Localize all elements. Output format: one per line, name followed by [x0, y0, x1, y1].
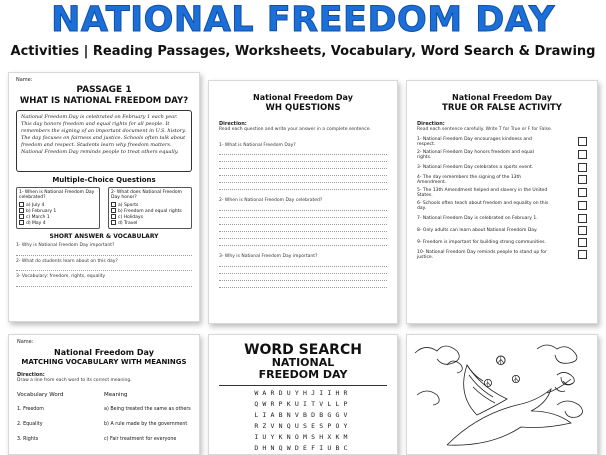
word-search-subheading: NATIONAL: [271, 356, 335, 369]
tf-item-text: 9- Freedom is important for building strong communities.: [417, 239, 546, 245]
answer-line[interactable]: [219, 169, 387, 176]
tf-item-text: 5- The 13th Amendment helped end slavery in the United States.: [417, 187, 548, 198]
tf-item-text: 6- Schools often teach about freedom and equality on this day.: [417, 200, 549, 211]
answer-line[interactable]: [219, 239, 387, 246]
tf-item: [417, 137, 587, 147]
tf-item-text: 7- National Freedom Day is celebrated on February 1.: [417, 215, 538, 221]
vocab-row[interactable]: [17, 407, 191, 412]
vocab-word: 3. Rights: [17, 436, 39, 442]
tf-item: [417, 163, 587, 172]
tf-item: [417, 201, 587, 211]
sa-question: 2- What do students learn about on this day?: [16, 258, 118, 264]
mc-option[interactable]: [19, 220, 97, 226]
tf-item: [417, 175, 587, 185]
answer-line[interactable]: [219, 281, 387, 288]
peace-symbol-icon: ☮: [511, 373, 521, 386]
mc-option-label: c) Holidays: [118, 215, 143, 220]
checkbox[interactable]: [111, 208, 116, 213]
tf-item: [417, 238, 587, 247]
tf-item: [417, 250, 587, 260]
tf-item-text: 2- National Freedom Day honors freedom and equal rights.: [417, 149, 534, 160]
letter-grid[interactable]: [219, 385, 387, 454]
wh-questions-card[interactable]: [208, 80, 398, 324]
answer-box[interactable]: [578, 214, 587, 223]
answer-box[interactable]: [578, 188, 587, 197]
tf-item: [417, 188, 587, 198]
grid-row: WARDUYHJIIHR: [254, 389, 352, 397]
checkbox[interactable]: [111, 220, 116, 225]
vocab-word: 2. Equality: [17, 421, 43, 427]
cloud-swirl: [557, 401, 583, 417]
checkbox[interactable]: [19, 202, 24, 207]
answer-line[interactable]: [16, 264, 192, 271]
answer-line[interactable]: [219, 162, 387, 169]
mc-option-label: d) Travel: [118, 221, 138, 226]
mc-option-label: a) July 4: [26, 203, 45, 208]
sa-question: 3- Vocabulary: freedom, rights, equality: [16, 274, 106, 280]
answer-box[interactable]: [578, 201, 587, 210]
answer-line[interactable]: [219, 211, 387, 218]
vocab-word: 1. Freedom: [17, 406, 44, 412]
passage-heading: PASSAGE 1: [76, 85, 132, 95]
wh-heading: National Freedom Day: [253, 93, 353, 102]
answer-line[interactable]: [219, 274, 387, 281]
answer-line[interactable]: [219, 204, 387, 211]
grid-row: DHNQWDEFIUBC: [254, 444, 352, 452]
tf-item: [417, 226, 587, 235]
passage-worksheet-card[interactable]: [8, 72, 200, 322]
checkbox[interactable]: [19, 220, 24, 225]
answer-line[interactable]: [219, 148, 387, 155]
word-search-heading: WORD SEARCH: [244, 342, 362, 358]
cloud-swirl: [415, 346, 459, 364]
wh-question: 1- What is National Freedom Day?: [219, 142, 296, 148]
passage-title: WHAT IS NATIONAL FREEDOM DAY?: [19, 96, 189, 106]
meaning-col-header: Meaning: [104, 391, 128, 398]
mc-question-1: [16, 187, 100, 229]
answer-box[interactable]: [578, 238, 587, 247]
vocabulary-card[interactable]: [8, 334, 200, 455]
mc-option-label: b) Freedom and equal rights: [118, 209, 182, 214]
olive-branch: [547, 379, 573, 393]
mc-question-2-text: 2- What does National Freedom Day honor?: [111, 190, 183, 200]
vocab-columns: [17, 392, 191, 398]
tf-item-text: 1- National Freedom Day encourages kindness and respect.: [417, 136, 532, 147]
answer-line[interactable]: [219, 183, 387, 190]
answer-line[interactable]: [16, 280, 192, 287]
direction-text: Read each question and write your answer in a complete sentence.: [219, 127, 371, 132]
vocab-row[interactable]: [17, 437, 191, 442]
dove-wing: [464, 365, 507, 415]
tf-item: [417, 214, 587, 223]
answer-line[interactable]: [219, 260, 387, 267]
cloud-swirl: [537, 345, 577, 363]
passage-text: National Freedom Day is celebrated on February 1 each year. This day honors freedom and equal rights for all people. It remembers the signing of an important document in U.S. history. The day focuses on fairness and justice. Schools often talk about freedom and respect. Students learn why freedom matters. National Freedom Day reminds people to treat others equally.: [21, 114, 186, 155]
mc-option[interactable]: [111, 220, 189, 226]
answer-line[interactable]: [219, 232, 387, 239]
vocab-meaning: c) Fair treatment for everyone: [104, 436, 177, 442]
tf-item-text: 8- Only adults can learn about National Freedom Day.: [417, 227, 538, 233]
answer-box[interactable]: [578, 163, 587, 172]
checkbox[interactable]: [111, 214, 116, 219]
answer-line[interactable]: [219, 225, 387, 232]
answer-box[interactable]: [578, 150, 587, 159]
vocab-meaning: a) Being treated the same as others: [104, 406, 191, 412]
mc-option-label: a) Sports: [118, 203, 139, 208]
word-search-subheading: FREEDOM DAY: [258, 368, 348, 381]
cloud-swirl: [417, 391, 439, 405]
mc-heading: Multiple-Choice Questions: [52, 176, 156, 184]
tf-item-text: 3- National Freedom Day celebrates a sports event.: [417, 164, 534, 170]
name-label: Name:: [16, 77, 33, 83]
tf-heading: National Freedom Day: [452, 93, 552, 102]
answer-line[interactable]: [219, 176, 387, 183]
name-label: Name:: [17, 339, 34, 345]
sa-question: 1- Why is National Freedom Day important?: [16, 243, 115, 248]
tf-item: [417, 150, 587, 160]
vocab-row[interactable]: [17, 422, 191, 427]
vocab-meaning: b) A rule made by the government: [104, 421, 188, 427]
wh-question: 3- Why is National Freedom Day important?: [219, 253, 318, 259]
tf-title: TRUE OR FALSE ACTIVITY: [442, 103, 562, 113]
coloring-page-card[interactable]: [406, 334, 598, 455]
tf-item-text: 10- National Freedom Day reminds people to stand up for justice.: [417, 249, 547, 260]
answer-line[interactable]: [219, 155, 387, 162]
direction-label: Direction:: [219, 121, 247, 127]
answer-line[interactable]: [219, 218, 387, 225]
short-answer-heading: SHORT ANSWER & VOCABULARY: [49, 233, 159, 240]
grid-row: LIABNVBDBGGV: [254, 411, 352, 419]
checkbox[interactable]: [19, 208, 24, 213]
mc-question-2: [108, 187, 192, 229]
checkbox[interactable]: [19, 214, 24, 219]
passage-body: [16, 110, 192, 172]
mc-question-1-text: 1- When is National Freedom Day celebrated?: [19, 190, 95, 200]
answer-box[interactable]: [578, 175, 587, 184]
answer-box[interactable]: [578, 226, 587, 235]
vocab-heading: National Freedom Day: [54, 348, 154, 357]
wh-title: WH QUESTIONS: [265, 103, 341, 113]
mc-questions: [16, 187, 192, 229]
dove-coloring-illustration: [407, 335, 597, 455]
answer-line[interactable]: [16, 249, 192, 256]
page-title: NATIONAL FREEDOM DAY: [51, 0, 555, 40]
mc-option-label: b) February 1: [26, 209, 57, 214]
peace-symbol-icon: ☮: [483, 377, 493, 390]
vocab-col-header: Vocabulary Word: [17, 391, 64, 398]
cloud-swirl: [447, 361, 462, 373]
peace-symbol-icon: ☮: [495, 354, 507, 369]
grid-row: RZVNQUSESPOY: [254, 422, 352, 430]
tf-item-text: 4- The day remembers the signing of the 13th Amendment.: [417, 174, 522, 185]
direction-label: Direction:: [17, 372, 45, 378]
direction-label: Direction:: [417, 121, 445, 127]
checkbox[interactable]: [111, 202, 116, 207]
word-search-card[interactable]: [208, 334, 398, 455]
direction-text: Draw a line from each word to its correct meaning.: [17, 378, 132, 383]
grid-row: QWRPKUITVLLP: [254, 400, 352, 408]
mc-option-label: d) May 4: [26, 221, 46, 226]
wh-question: 2- When is National Freedom Day celebrated?: [219, 198, 323, 204]
true-false-card[interactable]: [406, 80, 598, 324]
answer-line[interactable]: [219, 267, 387, 274]
mc-option-label: c) March 1: [26, 215, 50, 220]
answer-box[interactable]: [578, 250, 587, 259]
grid-row: IUYKNOMSHXKM: [254, 433, 352, 441]
page-subtitle: Activities | Reading Passages, Worksheets, Vocabulary, Word Search & Drawing: [10, 44, 596, 59]
direction-text: Read each sentence carefully. Write T for True or F for False.: [417, 127, 553, 132]
answer-box[interactable]: [578, 137, 587, 146]
vocab-title: MATCHING VOCABULARY WITH MEANINGS: [21, 358, 187, 366]
